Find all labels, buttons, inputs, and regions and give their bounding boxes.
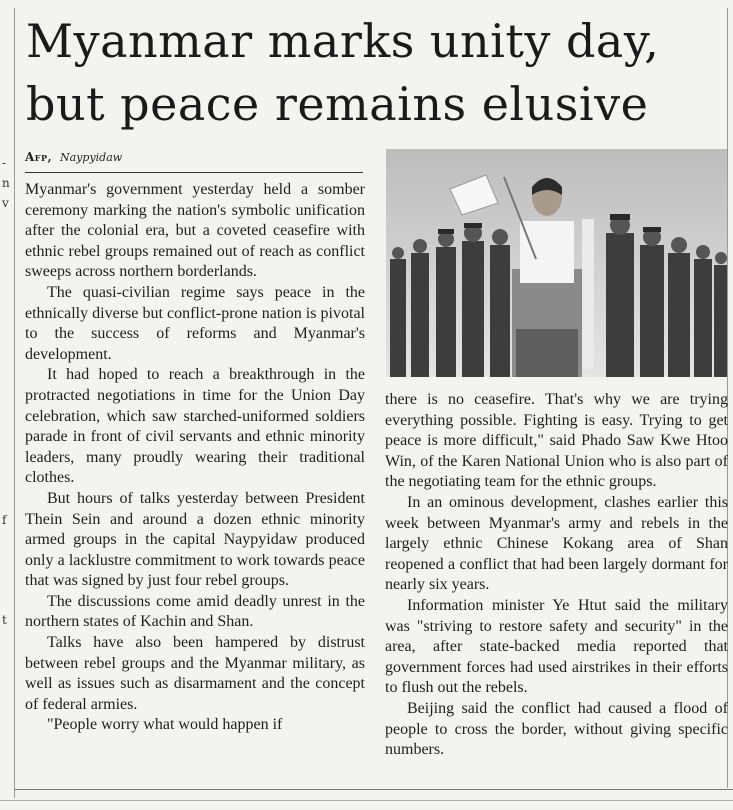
byline-rule xyxy=(25,172,363,173)
article-column-1 xyxy=(25,180,365,736)
left-column-rule xyxy=(14,8,15,798)
margin-fragment: f xyxy=(2,513,7,527)
article-paragraph: Beijing said the conflict had caused a flood of people to cross the border, without giving specific numbers. xyxy=(385,699,728,759)
headline-line-2: but peace remains elusive xyxy=(26,77,649,131)
article-paragraph: Myanmar's government yesterday held a somber ceremony marking the nation's symbolic unification after the colonial era, but a coveted ceasefire with ethnic rebel groups remained out of reach as conflict sweeps across northern borderlands. xyxy=(25,181,365,281)
margin-fragment: t xyxy=(2,613,7,627)
page-edge-rule xyxy=(0,800,733,801)
article-paragraph: "People worry what would happen if xyxy=(47,716,283,734)
margin-fragment: v xyxy=(2,196,9,210)
byline-agency: Afp, xyxy=(25,150,53,164)
bottom-rule xyxy=(14,789,733,790)
article-paragraph: The quasi-civilian regime says peace in the ethnically diverse but conflict-prone nation is pivotal to the success of reforms and Myanmar's development. xyxy=(25,283,365,363)
parade-photo-image xyxy=(386,149,727,377)
article-paragraph: there is no ceasefire. That's why we are trying everything possible. Fighting is easy. Trying to get peace is more difficult," said Phado Saw Kwe Htoo Win, of the Karen National Union who is also part of the negotiating team for the ethnic groups. xyxy=(385,391,728,491)
byline-dateline: Naypyidaw xyxy=(60,151,123,164)
article-paragraph: The discussions come amid deadly unrest in the northern states of Kachin and Shan. xyxy=(25,592,365,631)
article-paragraph: It had hoped to reach a breakthrough in the protracted negotiations in time for the Union Day celebration, which saw starched-uniformed soldiers parade in front of civil servants and ethnic minority leaders, many proudly wearing their traditional clothes. xyxy=(25,366,365,487)
byline xyxy=(25,150,122,164)
article-paragraph: But hours of talks yesterday between President Thein Sein and around a dozen ethnic minority armed groups in the capital Naypyidaw produced only a lacklustre commitment to work towards peace that was signed by just four rebel groups. xyxy=(25,489,365,590)
margin-fragment: - xyxy=(2,156,7,170)
article-paragraph: Information minister Ye Htut said the military was "striving to restore safety and security" in the area, after state-backed media reported that government forces had used airstrikes in their efforts to flush out the rebels. xyxy=(385,596,728,697)
headline-line-1: Myanmar marks unity day, xyxy=(26,14,660,68)
article-paragraph: In an ominous development, clashes earlier this week between Myanmar's army and rebels in the largely ethnic Chinese Kokang area of Shan reopened a conflict that had been largely dormant for nearly six years. xyxy=(385,493,728,594)
margin-fragment: n xyxy=(2,176,10,190)
article-paragraph: Talks have also been hampered by distrust between rebel groups and the Myanmar military, as well as issues such as disarmament and the concept of federal armies. xyxy=(25,634,365,713)
article-column-2 xyxy=(385,390,728,761)
article-photo xyxy=(386,149,727,377)
article-headline xyxy=(26,10,726,136)
